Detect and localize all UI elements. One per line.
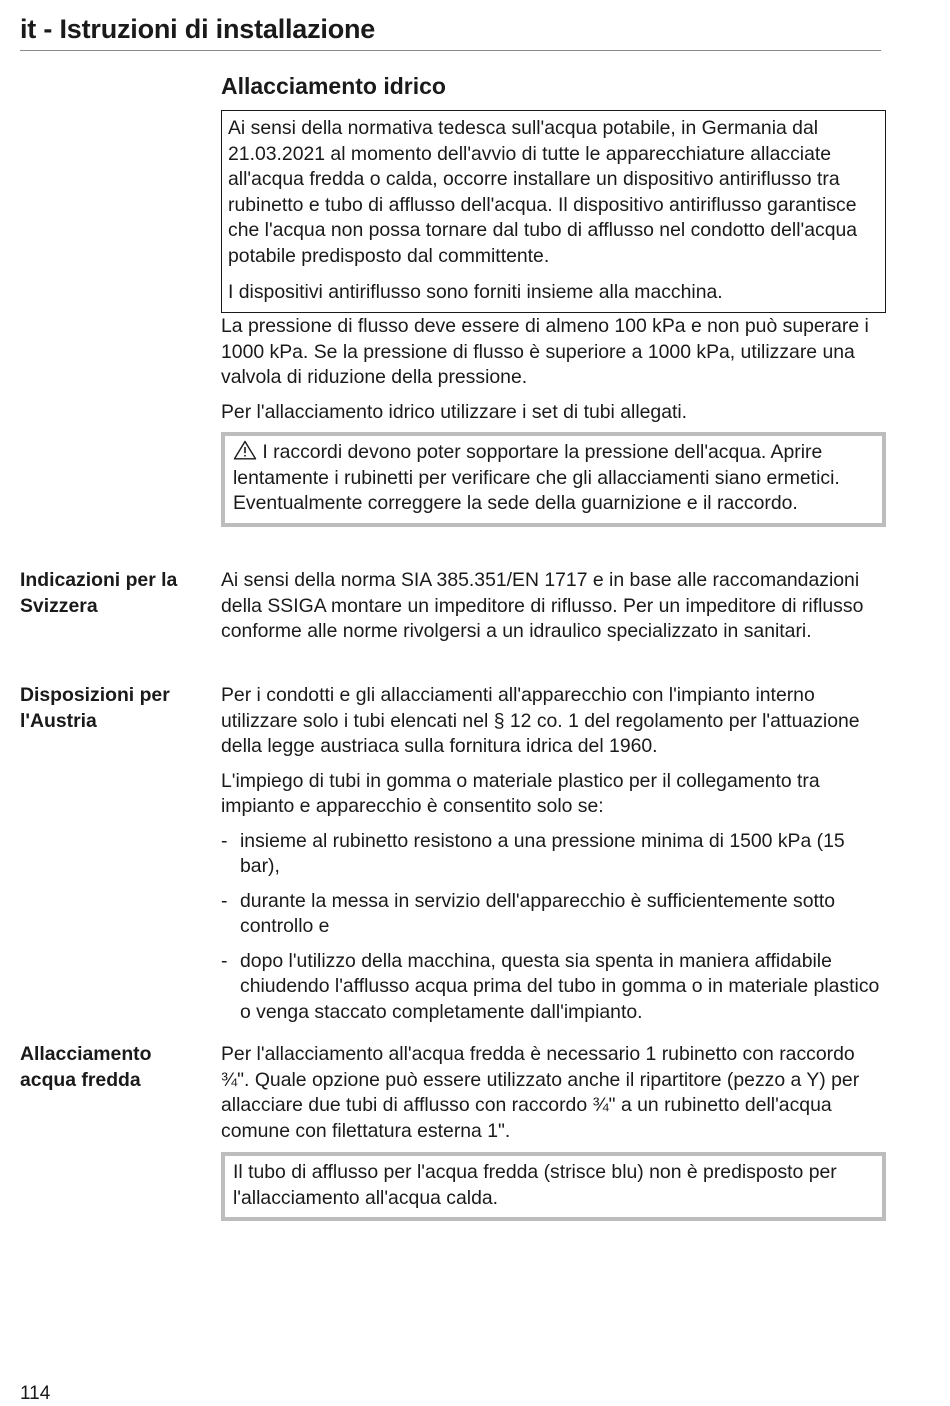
list-item-text: durante la messa in servizio dell'apparecchio è sufficientemente sotto controllo e xyxy=(240,889,836,937)
list-dash: - xyxy=(221,889,228,912)
list-dash: - xyxy=(221,949,228,972)
austria-conditions-list xyxy=(221,829,886,1026)
page-number: 114 xyxy=(20,1383,51,1404)
cold-water-label: Allacciamento acqua fredda xyxy=(20,1043,152,1091)
notice-paragraph-1: Ai sensi della normativa tedesca sull'acqua potabile, in Germania dal 21.03.2021 al momento dell'avvio di tutte le apparecchiature allacciate all'acqua fredda o calda, occorre installare un dispositivo antiriflusso tra rubinetto e tubo di afflusso dell'acqua. Il dispositivo antiriflusso garantisce che l'acqua non possa tornare dal tubo di afflusso nel condotto dell'acqua potabile predisposto dal committente. xyxy=(228,117,858,267)
cold-water-text: Per l'allacciamento all'acqua fredda è necessario 1 rubinetto con raccordo ¾". Quale opzione può essere utilizzato anche il ripartitore (pezzo a Y) per allacciare due tubi di afflusso con raccordo ¾" a un rubinetto dell'acqua comune con filettatura esterna 1". xyxy=(221,1043,860,1142)
list-item xyxy=(221,829,886,880)
list-item-text: insieme al rubinetto resistono a una pressione minima di 1500 kPa (15 bar), xyxy=(240,829,845,877)
switzerland-section xyxy=(221,568,886,645)
list-item xyxy=(221,889,886,940)
warning-text: I raccordi devono poter sopportare la pressione dell'acqua. Aprire lentamente i rubinetti per verificare che gli allacciamenti siano ermetici. Eventualmente correggere la sede della guarnizione e il raccordo. xyxy=(233,441,840,514)
header-title: it - Istruzioni di installazione xyxy=(20,14,376,44)
austria-paragraph-1: Per i condotti e gli allacciamenti all'apparecchio con l'impianto interno utilizzare solo i tubi elencati nel § 12 co. 1 del regolamento per l'attuazione della legge austriaca sulla fornitura idrica del 1960. xyxy=(221,684,860,757)
cold-water-section xyxy=(221,1042,886,1144)
warning-triangle-icon xyxy=(233,440,257,460)
hose-set-paragraph: Per l'allacciamento idrico utilizzare i set di tubi allegati. xyxy=(221,400,688,423)
warning-box xyxy=(221,432,886,527)
austria-label: Disposizioni per l'Austria xyxy=(20,684,170,732)
list-dash: - xyxy=(221,829,228,852)
antibackflow-notice-box xyxy=(221,110,886,313)
cold-water-note-box xyxy=(221,1152,886,1221)
notice-paragraph-2: I dispositivi antiriflusso sono forniti insieme alla macchina. xyxy=(228,281,723,303)
section-title: Allacciamento idrico xyxy=(221,73,446,99)
austria-section xyxy=(221,683,886,1025)
pressure-section xyxy=(221,314,886,425)
list-item xyxy=(221,949,886,1026)
switzerland-label: Indicazioni per la Svizzera xyxy=(20,569,178,617)
page-header xyxy=(20,10,881,51)
list-item-text: dopo l'utilizzo della macchina, questa sia spenta in maniera affidabile chiudendo l'afflusso acqua prima del tubo in gomma o in materiale plastico o venga staccato completamente dall'impianto. xyxy=(240,949,880,1023)
warning-text-wrap xyxy=(233,440,874,517)
cold-water-note: Il tubo di afflusso per l'acqua fredda (strisce blu) non è predisposto per l'allacciamento all'acqua calda. xyxy=(233,1161,837,1209)
pressure-paragraph: La pressione di flusso deve essere di almeno 100 kPa e non può superare i 1000 kPa. Se la pressione di flusso è superiore a 1000 kPa, utilizzare una valvola di riduzione della pressione. xyxy=(221,315,869,388)
switzerland-text: Ai sensi della norma SIA 385.351/EN 1717 e in base alle raccomandazioni della SSIGA montare un impeditore di riflusso. Per un impeditore di riflusso conforme alle norme rivolgersi a un idraulico specializzato in sanitari. xyxy=(221,569,864,642)
austria-paragraph-2: L'impiego di tubi in gomma o materiale plastico per il collegamento tra impianto e apparecchio è consentito solo se: xyxy=(221,769,820,817)
